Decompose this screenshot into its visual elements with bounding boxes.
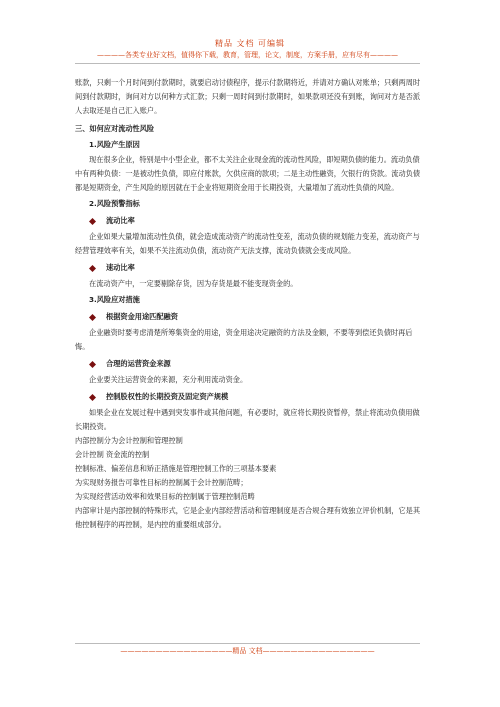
diamond-icon (89, 265, 96, 272)
header-divider (75, 63, 420, 64)
diamond-icon (89, 314, 96, 321)
subsection-heading: 1.风险产生原因 (89, 140, 140, 149)
paragraph: 账款，只剩一个月时间到付款期时，就要启动讨债程序，提示付款期将近，并请对方确认对账单；只剩两周时间到付款期时，询问对方以何种方式汇款；只剩一周时间到付款期时，如果款项还没有到账，询问对方是否派人去取还是自己汇入账户。 (75, 78, 421, 115)
bullet-heading (75, 357, 425, 371)
section-heading: 三、如何应对流动性风险 (75, 124, 155, 133)
footer-divider (75, 643, 420, 644)
bullet-heading-label: 速动比率 (106, 263, 135, 272)
bullet-heading-label: 控制股权性的长期投资及固定资产规模 (106, 392, 229, 401)
bullet-heading (75, 261, 425, 275)
header-title: 精品 文档 可编辑 (214, 39, 286, 48)
paragraph: 如果企业在发展过程中遇到突发事件或其他问题，有必要时，就应将长期投资暂停，禁止将流动负债用做长期投资。 (75, 408, 420, 431)
paragraph: 企业要关注运营资金的来源，充分利用流动资金。 (89, 375, 248, 384)
header-subtitle: ————各类专业好文档，值得你下载，教育，管理，论文，制度，方案手册，应有尽有———— (97, 51, 398, 59)
bullet-heading-label: 流动比率 (106, 216, 135, 225)
diamond-icon (89, 394, 96, 401)
paragraph: 企业融资时要考虑清楚所筹集资金的用途，资金用途决定融资的方法及金额，不要等到偿还负债时再后悔。 (75, 328, 413, 351)
bullet-heading-label: 根据资金用途匹配融资 (106, 312, 178, 321)
text-line: 为实现经营活动效率和效果目标的控制属于管理控制范畴 (75, 492, 255, 501)
diamond-icon (89, 218, 96, 225)
text-line: 控制标准、偏差信息和矫正措施是管理控制工作的三项基本要素 (75, 464, 277, 473)
paragraph: 企业如果大量增加流动性负债，就会造成流动资产的流动性变差，流动负债的规划能力变差，流动资产与经营管理效率有关，如果不关注流动负债，流动资产无法支撑，流动负债就会变成风险。 (75, 232, 420, 255)
text-line: 内部控制分为会计控制和管理控制 (75, 436, 183, 445)
subsection-heading: 2.风险预警指标 (89, 199, 140, 208)
paragraph: 在流动资产中，一定要剔除存货，因为存货是最不能变现资金的。 (89, 279, 298, 288)
bullet-heading (75, 214, 425, 228)
subsection-heading: 3.风险应对措施 (89, 295, 140, 304)
bullet-heading-label: 合理的运营资金来源 (106, 359, 171, 368)
paragraph: 现在很多企业，特别是中小型企业，都不太关注企业现金流的流动性风险，即短期负债的能力。流动负债中有两种负债：一是被动性负债，即应付账款，欠供应商的款项；二是主动性融资，欠银行的贷款。流动负债都是短期资金，产生风险的原因就在于企业将短期资金用于长期投资，大量增加了流动性负债的风险。 (75, 155, 421, 192)
text-line: 会计控制 资金流的控制 (75, 450, 150, 459)
text-line: 为实现财务报告可靠性目标的控制属于会计控制范畴； (75, 478, 248, 487)
diamond-icon (89, 361, 96, 368)
bullet-heading (75, 390, 425, 404)
footer-text: ————————————————精品 文档———————————————— (120, 647, 375, 655)
bullet-heading (75, 310, 425, 324)
document-body (75, 76, 425, 532)
text-line: 内部审计是内部控制的特殊形式，它是企业内部经营活动和管理制度是否合规合理有效独立评价机制，它是其他控制程序的再控制，是内控的重要组成部分。 (75, 506, 421, 529)
